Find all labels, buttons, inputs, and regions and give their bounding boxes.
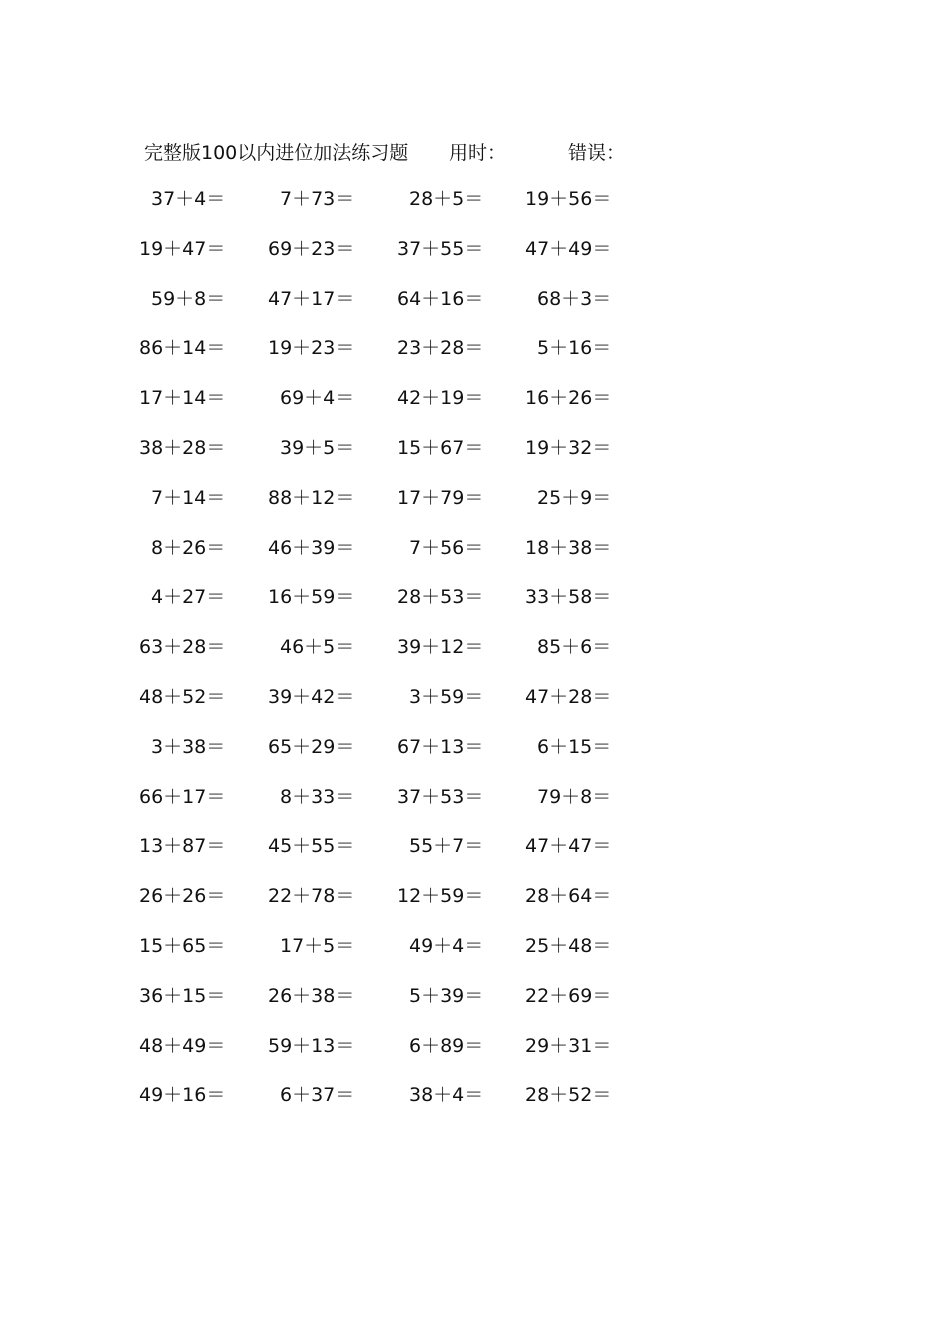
problem-item: 37＋53＝: [397, 786, 484, 808]
problem-item: 19＋56＝: [525, 188, 612, 210]
problem-item: 26＋38＝: [268, 985, 355, 1007]
problem-item: 64＋16＝: [397, 288, 484, 310]
problem-item: 6＋15＝: [537, 736, 612, 758]
problem-item: 25＋48＝: [525, 935, 612, 957]
problem-item: 86＋14＝: [139, 337, 226, 359]
problem-item: 36＋15＝: [139, 985, 226, 1007]
problem-item: 46＋39＝: [268, 537, 355, 559]
problem-item: 47＋17＝: [268, 288, 355, 310]
problem-item: 65＋29＝: [268, 736, 355, 758]
problem-item: 7＋14＝: [151, 487, 226, 509]
problem-item: 4＋27＝: [151, 586, 226, 608]
problem-item: 13＋87＝: [139, 835, 226, 857]
errors-label: 错误：: [568, 142, 626, 164]
problem-item: 22＋78＝: [268, 885, 355, 907]
problem-item: 59＋8＝: [151, 288, 226, 310]
problem-item: 48＋49＝: [139, 1035, 226, 1057]
problem-item: 48＋52＝: [139, 686, 226, 708]
problem-item: 28＋53＝: [397, 586, 484, 608]
problem-item: 17＋79＝: [397, 487, 484, 509]
problem-item: 8＋33＝: [280, 786, 355, 808]
problem-item: 79＋8＝: [537, 786, 612, 808]
problem-item: 37＋55＝: [397, 238, 484, 260]
problem-item: 42＋19＝: [397, 387, 484, 409]
problem-item: 17＋14＝: [139, 387, 226, 409]
problem-item: 25＋9＝: [537, 487, 612, 509]
problem-item: 15＋67＝: [397, 437, 484, 459]
problem-item: 47＋28＝: [525, 686, 612, 708]
problem-item: 19＋47＝: [139, 238, 226, 260]
problem-item: 23＋28＝: [397, 337, 484, 359]
problem-item: 55＋7＝: [409, 835, 484, 857]
problem-item: 39＋42＝: [268, 686, 355, 708]
problem-item: 68＋3＝: [537, 288, 612, 310]
problem-item: 19＋23＝: [268, 337, 355, 359]
problem-item: 16＋59＝: [268, 586, 355, 608]
worksheet-title: 完整版100以内进位加法练习题: [144, 142, 409, 164]
problem-item: 5＋16＝: [537, 337, 612, 359]
problem-item: 49＋16＝: [139, 1084, 226, 1106]
problem-item: 5＋39＝: [409, 985, 484, 1007]
problem-item: 7＋73＝: [280, 188, 355, 210]
problem-item: 28＋5＝: [409, 188, 484, 210]
problem-item: 18＋38＝: [525, 537, 612, 559]
problem-item: 7＋56＝: [409, 537, 484, 559]
problem-item: 6＋89＝: [409, 1035, 484, 1057]
problem-item: 22＋69＝: [525, 985, 612, 1007]
problem-item: 45＋55＝: [268, 835, 355, 857]
problem-item: 26＋26＝: [139, 885, 226, 907]
problem-item: 19＋32＝: [525, 437, 612, 459]
problem-item: 59＋13＝: [268, 1035, 355, 1057]
problem-item: 33＋58＝: [525, 586, 612, 608]
problem-item: 67＋13＝: [397, 736, 484, 758]
problem-item: 47＋49＝: [525, 238, 612, 260]
problem-item: 8＋26＝: [151, 537, 226, 559]
problem-item: 39＋5＝: [280, 437, 355, 459]
problem-item: 66＋17＝: [139, 786, 226, 808]
problem-item: 63＋28＝: [139, 636, 226, 658]
problem-item: 12＋59＝: [397, 885, 484, 907]
problem-item: 6＋37＝: [280, 1084, 355, 1106]
problem-item: 47＋47＝: [525, 835, 612, 857]
problem-item: 29＋31＝: [525, 1035, 612, 1057]
problem-item: 39＋12＝: [397, 636, 484, 658]
problem-item: 38＋4＝: [409, 1084, 484, 1106]
problem-item: 16＋26＝: [525, 387, 612, 409]
problem-item: 85＋6＝: [537, 636, 612, 658]
problem-item: 69＋4＝: [280, 387, 355, 409]
problem-item: 69＋23＝: [268, 238, 355, 260]
problem-item: 17＋5＝: [280, 935, 355, 957]
problem-item: 3＋38＝: [151, 736, 226, 758]
problem-item: 88＋12＝: [268, 487, 355, 509]
problem-item: 38＋28＝: [139, 437, 226, 459]
time-used-label: 用时：: [449, 142, 507, 164]
problem-item: 49＋4＝: [409, 935, 484, 957]
problem-item: 46＋5＝: [280, 636, 355, 658]
problem-item: 28＋64＝: [525, 885, 612, 907]
problem-item: 37＋4＝: [151, 188, 226, 210]
problem-item: 15＋65＝: [139, 935, 226, 957]
problem-item: 3＋59＝: [409, 686, 484, 708]
problem-item: 28＋52＝: [525, 1084, 612, 1106]
